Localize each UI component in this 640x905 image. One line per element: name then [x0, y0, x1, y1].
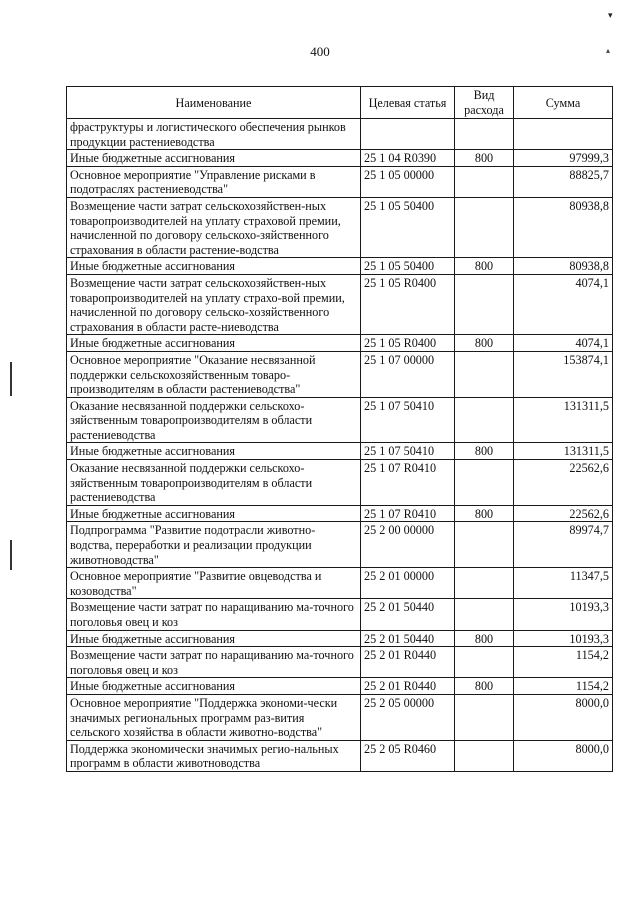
row-expense-type-cell	[455, 568, 514, 599]
row-sum-cell: 22562,6	[514, 505, 613, 522]
row-name-cell: Подпрограмма "Развитие подотрасли животно-водства, переработки и реализации продукции животноводства"	[67, 522, 361, 568]
row-target-article-cell: 25 2 01 R0440	[361, 678, 455, 695]
table-row	[67, 119, 613, 150]
row-name-cell: Иные бюджетные ассигнования	[67, 630, 361, 647]
table-row	[67, 397, 613, 443]
row-name-cell: Возмещение части затрат по наращиванию ма-точного поголовья овец и коз	[67, 647, 361, 678]
row-sum-cell: 8000,0	[514, 740, 613, 771]
table-row	[67, 274, 613, 334]
table-row	[67, 522, 613, 568]
table-row	[67, 335, 613, 352]
row-name-cell: Иные бюджетные ассигнования	[67, 335, 361, 352]
table-row	[67, 740, 613, 771]
row-expense-type-cell: 800	[455, 630, 514, 647]
row-name-cell: Основное мероприятие "Управление рисками в подотраслях растениеводства"	[67, 166, 361, 197]
row-name-cell: Иные бюджетные ассигнования	[67, 505, 361, 522]
row-name-cell: Основное мероприятие "Оказание несвязанной поддержки сельскохозяйственным товаро-производителям в области растениеводства"	[67, 351, 361, 397]
header-sum: Сумма	[514, 87, 613, 119]
row-name-cell: Оказание несвязанной поддержки сельскохо-зяйственным товаропроизводителям в области растениеводства	[67, 460, 361, 506]
row-name-cell: Оказание несвязанной поддержки сельскохо-зяйственным товаропроизводителям в области растениеводства	[67, 397, 361, 443]
table-header-row	[67, 87, 613, 119]
table-row	[67, 694, 613, 740]
row-sum-cell: 97999,3	[514, 150, 613, 167]
row-sum-cell: 10193,3	[514, 630, 613, 647]
row-sum-cell: 88825,7	[514, 166, 613, 197]
table-row	[67, 443, 613, 460]
row-sum-cell: 89974,7	[514, 522, 613, 568]
row-sum-cell: 131311,5	[514, 443, 613, 460]
row-target-article-cell: 25 1 07 50410	[361, 397, 455, 443]
table-row	[67, 568, 613, 599]
row-name-cell: Основное мероприятие "Развитие овцеводства и козоводства"	[67, 568, 361, 599]
row-expense-type-cell	[455, 740, 514, 771]
scan-mark-small: ▴	[606, 46, 611, 55]
row-name-cell: Иные бюджетные ассигнования	[67, 150, 361, 167]
row-sum-cell	[514, 119, 613, 150]
row-name-cell: Возмещение части затрат по наращиванию ма-точного поголовья овец и коз	[67, 599, 361, 630]
row-sum-cell: 131311,5	[514, 397, 613, 443]
row-expense-type-cell	[455, 274, 514, 334]
table-row	[67, 647, 613, 678]
row-expense-type-cell	[455, 599, 514, 630]
row-sum-cell: 1154,2	[514, 678, 613, 695]
row-expense-type-cell: 800	[455, 443, 514, 460]
row-expense-type-cell: 800	[455, 150, 514, 167]
scan-mark-dot: ▾	[608, 10, 613, 20]
row-name-cell: Возмещение части затрат сельскохозяйствен-ных товаропроизводителей на уплату страховой премии, начисленной по договору сельскохо-зяйственного страхования в области растение-водства	[67, 197, 361, 257]
table-row	[67, 166, 613, 197]
row-sum-cell: 1154,2	[514, 647, 613, 678]
row-target-article-cell: 25 1 05 R0400	[361, 335, 455, 352]
row-expense-type-cell	[455, 522, 514, 568]
row-name-cell: Поддержка экономически значимых регио-нальных программ в области животноводства	[67, 740, 361, 771]
margin-scan-line	[10, 362, 12, 396]
row-name-cell: Иные бюджетные ассигнования	[67, 443, 361, 460]
table-row	[67, 351, 613, 397]
table-row	[67, 678, 613, 695]
row-expense-type-cell	[455, 694, 514, 740]
header-expense-type: Вид расхода	[455, 87, 514, 119]
page-number: 400	[310, 44, 330, 59]
row-name-cell: фраструктуры и логистического обеспечения рынков продукции растениеводства	[67, 119, 361, 150]
row-sum-cell: 153874,1	[514, 351, 613, 397]
row-target-article-cell: 25 1 07 50410	[361, 443, 455, 460]
row-sum-cell: 80938,8	[514, 258, 613, 275]
row-target-article-cell: 25 1 07 R0410	[361, 505, 455, 522]
table-row	[67, 150, 613, 167]
row-target-article-cell: 25 2 00 00000	[361, 522, 455, 568]
row-target-article-cell: 25 2 01 00000	[361, 568, 455, 599]
row-expense-type-cell	[455, 119, 514, 150]
budget-table	[66, 86, 613, 772]
row-expense-type-cell: 800	[455, 678, 514, 695]
table-row	[67, 197, 613, 257]
row-expense-type-cell	[455, 351, 514, 397]
row-target-article-cell: 25 2 05 00000	[361, 694, 455, 740]
row-target-article-cell: 25 1 07 R0410	[361, 460, 455, 506]
row-target-article-cell: 25 2 01 50440	[361, 630, 455, 647]
row-expense-type-cell	[455, 166, 514, 197]
row-name-cell: Иные бюджетные ассигнования	[67, 678, 361, 695]
row-name-cell: Возмещение части затрат сельскохозяйствен-ных товаропроизводителей на уплату страхо-вой премии, начисленной по договору сельско-хозяйственного страхования в области расте-ниеводства	[67, 274, 361, 334]
header-name: Наименование	[67, 87, 361, 119]
row-target-article-cell: 25 1 05 50400	[361, 197, 455, 257]
row-sum-cell: 10193,3	[514, 599, 613, 630]
row-target-article-cell: 25 1 07 00000	[361, 351, 455, 397]
row-expense-type-cell: 800	[455, 505, 514, 522]
table-row	[67, 258, 613, 275]
row-target-article-cell: 25 1 05 50400	[361, 258, 455, 275]
row-target-article-cell: 25 2 05 R0460	[361, 740, 455, 771]
row-expense-type-cell	[455, 197, 514, 257]
row-sum-cell: 4074,1	[514, 274, 613, 334]
row-target-article-cell: 25 1 04 R0390	[361, 150, 455, 167]
row-sum-cell: 4074,1	[514, 335, 613, 352]
table-row	[67, 460, 613, 506]
row-expense-type-cell: 800	[455, 258, 514, 275]
row-target-article-cell	[361, 119, 455, 150]
row-expense-type-cell: 800	[455, 335, 514, 352]
table-row	[67, 505, 613, 522]
row-sum-cell: 11347,5	[514, 568, 613, 599]
table-row	[67, 599, 613, 630]
row-expense-type-cell	[455, 647, 514, 678]
row-name-cell: Основное мероприятие "Поддержка экономи-чески значимых региональных программ раз-вития сельского хозяйства в области животно-водства"	[67, 694, 361, 740]
row-sum-cell: 22562,6	[514, 460, 613, 506]
row-expense-type-cell	[455, 397, 514, 443]
row-target-article-cell: 25 1 05 R0400	[361, 274, 455, 334]
header-target-article: Целевая статья	[361, 87, 455, 119]
row-target-article-cell: 25 1 05 00000	[361, 166, 455, 197]
table-row	[67, 630, 613, 647]
row-sum-cell: 80938,8	[514, 197, 613, 257]
row-sum-cell: 8000,0	[514, 694, 613, 740]
row-expense-type-cell	[455, 460, 514, 506]
row-name-cell: Иные бюджетные ассигнования	[67, 258, 361, 275]
row-target-article-cell: 25 2 01 50440	[361, 599, 455, 630]
row-target-article-cell: 25 2 01 R0440	[361, 647, 455, 678]
margin-scan-line	[10, 540, 12, 570]
